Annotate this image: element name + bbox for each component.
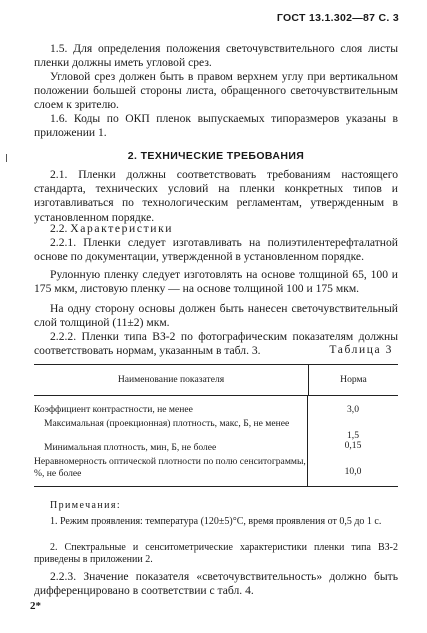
paragraph-1-5: 1.5. Для определения положения светочувствительного слоя листы пленки должны иметь угловой срез.: [34, 42, 398, 70]
paragraph-2-2-heading: Характеристики: [70, 222, 174, 235]
running-header: ГОСТ 13.1.302—87 С. 3: [276, 12, 399, 24]
paragraph-2-2: [34, 222, 398, 236]
paragraph-roll-film: Рулонную пленку следует изготовлять на основе толщиной 65, 100 и 175 мкм, листовую пленку — на основе толщиной 100 и 175 мкм.: [34, 268, 398, 296]
table-label: Таблица 3: [329, 344, 393, 356]
table-name-column: [34, 396, 308, 486]
paragraph-layer: На одну сторону основы должен быть нанесен светочувствительный слой толщиной (11±2) мкм.: [34, 302, 398, 330]
paragraph-2-1: 2.1. Пленки должны соответствовать требованиям настоящего стандарта, технических условий на пленки конкретных типов и изготавливаться по технологическим регламентам, утвержденным в установленном порядке.: [34, 168, 398, 224]
table-header-row: [34, 365, 398, 396]
table-row-norm: 0,15: [344, 440, 362, 451]
table-row-name: Минимальная плотность, мин, Б, не более: [44, 442, 217, 453]
paragraph-2-2-2: 2.2.2. Пленки типа ВЗ-2 по фотографическим показателям должны соответствовать нормам, указанным в табл. 3.: [34, 330, 398, 358]
section-title: 2. ТЕХНИЧЕСКИЕ ТРЕБОВАНИЯ: [127, 150, 305, 162]
paragraph-2-2-3: 2.2.3. Значение показателя «светочувствительность» должно быть дифференцировано в соответствии с табл. 4.: [34, 570, 398, 598]
table-row-norm: 1,5: [347, 430, 359, 441]
note-1: 1. Режим проявления: температура (120±5)°С, время проявления от 0,5 до 1 с.: [50, 516, 382, 527]
table-header-norm: Норма: [340, 374, 367, 386]
table-3: [34, 364, 398, 487]
note-2: 2. Спектральные и сенситометрические характеристики пленки типа ВЗ-2 приведены в приложении 2.: [34, 542, 398, 565]
table-norm-column: [308, 396, 398, 486]
table-row-name: Максимальная (проекционная) плотность, макс, Б, не менее: [44, 418, 290, 429]
table-row-name: Коэффициент контрастности, не менее: [34, 404, 193, 415]
page-footer-mark: 2*: [30, 600, 41, 612]
paragraph-corner-cut: Угловой срез должен быть в правом верхнем углу при вертикальном положении большей стороны листа, обращенного светочувствительным слоем к зрителю.: [34, 70, 398, 112]
paragraph-1-6: 1.6. Коды по ОКП пленок выпускаемых типоразмеров указаны в приложении 1.: [34, 112, 398, 140]
table-row-norm: 3,0: [347, 404, 359, 415]
table-row-norm: 10,0: [344, 466, 362, 477]
table-row-name: Неравномерность оптической плотности по полю сенситограммы, %, не более: [34, 456, 306, 479]
table-body: [34, 396, 398, 486]
margin-mark: [6, 154, 7, 162]
paragraph-2-2-number: 2.2.: [50, 222, 68, 235]
paragraph-2-2-1: 2.2.1. Пленки следует изготавливать на полиэтилентерефталатной основе по документации, утвержденной в установленном порядке.: [34, 236, 398, 264]
table-header-name: Наименование показателя: [34, 365, 309, 395]
notes-title: Примечания:: [50, 500, 122, 511]
